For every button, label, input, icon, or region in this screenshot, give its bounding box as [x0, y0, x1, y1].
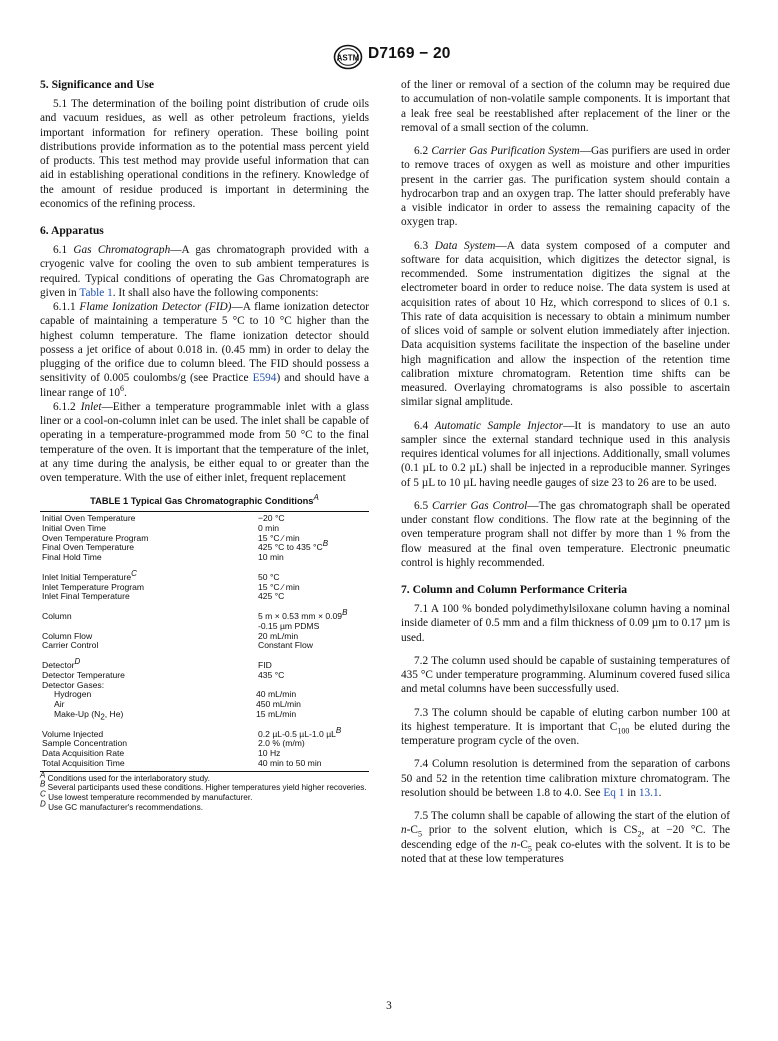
paragraph-7-1: 7.1 A 100 % bonded polydimethylsiloxane column having a nominal inside diameter of 0.5 mm and a film thickness of 0.09 µm to 0.17 µm is used.	[401, 603, 730, 644]
table-row: Air 450 mL/min	[54, 699, 301, 710]
paragraph-7-3: 7.3 The column should be capable of eluting carbon number 100 at its highest temperature. It is important that $C_{100}$ be eluted during the temperature program cycle of the oven.	[401, 706, 731, 747]
footnote: $^B$ Several participants used these conditions. Higher temperatures yield higher recoveries.	[40, 779, 367, 793]
table-row: Detector Temperature 435 °C	[42, 669, 285, 680]
paragraph-6-2: 6.2 Carrier Gas Purification System—Gas purifiers are used in order to remove traces of oxygen as well as moisture and other impurities present in the carrier gas. The purification system should contain a hydrocarbon trap and an oxygen trap. The latter should preferably have a visible indicator in order to assess the remaining capacity of the oxygen trap.	[401, 145, 730, 229]
paragraph-6-5: 6.5 Carrier Gas Control—The gas chromatograph shall be operated under constant flow conditions. The flow rate at the beginning of the oven temperature program shall not differ by more than 1 % from the flow measured at the final oven temperature. Electronic pneumatic control is highly recommended.	[401, 499, 730, 569]
table-row: Initial Oven Temperature −20 °C	[42, 513, 285, 524]
paragraph-6-4: 6.4 Automatic Sample Injector—It is mandatory to use an auto sampler since the external standard technique used in this analysis requires identical volumes for all injections. Additionally, small volumes (0.1 µL to 0.2 µL) shall be injected in a reproducible manner. Syringes of 5 µL to 10 µL having needle gauges of size 23 to 26 are to be used.	[401, 419, 730, 489]
paragraph-6-1: 6.1 Gas Chromatograph—A gas chromatograph provided with a cryogenic valve for cooling the oven to sub ambient temperatures is required. Typical conditions of operating the Gas Chromatograph are given in Table 1. It shall also have the following components:	[40, 244, 370, 299]
table-row: Inlet Temperature Program 15 °C ⁄ min	[42, 581, 300, 592]
table-row: Make-Up ($N_2$, He) 15 mL/min	[54, 708, 297, 722]
paragraph-7-4: 7.4 Column resolution is determined from the separation of carbons 50 and 52 in the retention time calibration mixture chromatogram. The resolution should be between 1.8 to 4.0. See Eq 1 in 13.1.	[401, 758, 730, 799]
table-1-link[interactable]: Table 1	[79, 286, 113, 299]
section-5-title: 5. Significance and Use	[40, 78, 155, 91]
table-row: Column Flow 20 mL/min	[42, 630, 299, 641]
table-row: Initial Oven Time 0 min	[42, 522, 280, 533]
table-row: -0.15 µm PDMS	[258, 620, 320, 631]
section-13-1-link[interactable]: 13.1	[638, 786, 659, 799]
paragraph-continued: of the liner or removal of a section of the column may be required due to accumulation of non-volatile sample components. It is important that a leak free seal be reestablished after replacement of the liner or the removal of a small section of the column.	[401, 79, 730, 134]
document-id: D7169 − 20	[368, 45, 451, 62]
svg-text:ASTM: ASTM	[336, 53, 360, 63]
footnote: $^D$ Use GC manufacturer's recommendations.	[40, 798, 203, 812]
e594-link[interactable]: E594	[252, 372, 277, 385]
table-row: Final Hold Time 10 min	[42, 552, 284, 563]
paragraph-7-2: 7.2 The column used should be capable of sustaining temperatures of 435 °C under temperature programming. Aluminum covered fused silica and metal columns have been successfully used.	[401, 654, 730, 696]
table-caption: TABLE 1 Typical Gas Chromatographic Conditions$^A$	[90, 493, 319, 507]
paragraph-6-3: 6.3 Data System—A data system composed of a computer and software for data acquisition, which digitizes the detector signal, is recommended. Some instrumentation digitizes the signal at the electrometer board in order to reduce noise. The data system is used at acquisition rates of about 10 Hz, which correspond to slices of 0.1 s. This rate of data acquisition is necessary to obtain a minimum number of slices void of sample or solvent elution immediately after injection. Data acquisition systems facilitate the inspection of the baseline under high magnification and allow the inspection of the retention time calibration mixture chromatogram. Retention time shifts can be measured. Overlaying chromatograms is also possible to ascertain similar signal amplitude.	[401, 239, 730, 409]
footnote: $^A$ Conditions used for the interlaboratory study.	[40, 770, 210, 783]
table-row: Oven Temperature Program 15 °C ⁄ min	[42, 532, 300, 543]
page-number: 3	[386, 1000, 392, 1012]
right-column	[401, 78, 730, 866]
table-row: Total Acquisition Time 40 min to 50 min	[42, 757, 322, 768]
table-row: Sample Concentration 2.0 % (m/m)	[42, 738, 305, 749]
paragraph-6-1-1: 6.1.1 Flame Ionization Detector (FID)—A flame ionization detector capable of maintaining a temperature 5 °C to 10 °C higher than the highest column temperature. The flame ionization detector should possess a jet orifice of about 0.018 in. (0.45 mm) in order to delay the plugging of the orifice due to column bleed. The FID should possess a sensitivity of 0.005 coulombs/g (see Practice E594) and should have a linear range of $10^6$.	[40, 301, 369, 399]
table-row: Hydrogen 40 mL/min	[54, 689, 297, 700]
section-6-title: 6. Apparatus	[40, 224, 104, 237]
table-row: Final Oven Temperature 425 °C to 435 $^\circ C^B$	[42, 539, 329, 553]
table-row: Inlet Initial Temperature$^C$ 50 °C	[42, 568, 280, 582]
table-row: Carrier Control Constant Flow	[42, 640, 313, 651]
table-row: Detector Gases:	[42, 679, 105, 690]
paragraph-7-5: 7.5 The column shall be capable of allowing the start of the elution of $n-C_5$ prior to the solvent elution, which is $CS_2$, at −20 °C. The descending edge of the $n-C_5$ peak co-elutes with the solvent. It is to be noted that at these low temperatures	[401, 810, 731, 865]
eq-1-link[interactable]: Eq 1	[603, 786, 625, 799]
table-row: Column 5 m × 0.53 mm × $0.09^B$	[42, 608, 348, 622]
table-row: Detector$^D$ FID	[42, 657, 272, 670]
table-bottom-rule	[40, 771, 369, 772]
table-row: Volume Injected 0.2 µL-0.5 µL-1.0 µL$^B$	[42, 725, 342, 739]
paragraph-5-1: 5.1 The determination of the boiling point distribution of crude oils and vacuum residues, as well as other petroleum fractions, yields important information for refinery operation. These boiling point distributions provide information as to the potential mass percent yield of products. This test method may provide useful information that can aid in establishing operational conditions in the refinery. Knowledge of the amount of residue produced is important in determining the economics of the refining process.	[40, 98, 369, 210]
paragraph-6-1-2: 6.1.2 Inlet—Either a temperature programmable inlet with a glass liner or a cool-on-column inlet can be used. The inlet shall be capable of operating in a temperature-programmed mode from 50 °C to the final temperature of the oven. It is important that the temperature of the inlet, at any time during the analysis, be either equal to or greater than the oven temperature. With the use of either inlet, frequent replacement	[40, 400, 369, 484]
table-1	[40, 493, 369, 812]
section-7-title: 7. Column and Column Performance Criteria	[401, 583, 628, 596]
astm-logo-icon	[333, 44, 363, 70]
footnote: $^C$ Use lowest temperature recommended by manufacturer.	[40, 789, 253, 802]
page-header	[0, 44, 778, 74]
table-footnotes	[40, 770, 369, 812]
table-row: Inlet Final Temperature 425 °C	[42, 591, 285, 602]
table-row: Data Acquisition Rate 10 Hz	[42, 748, 281, 759]
left-column	[40, 78, 369, 812]
